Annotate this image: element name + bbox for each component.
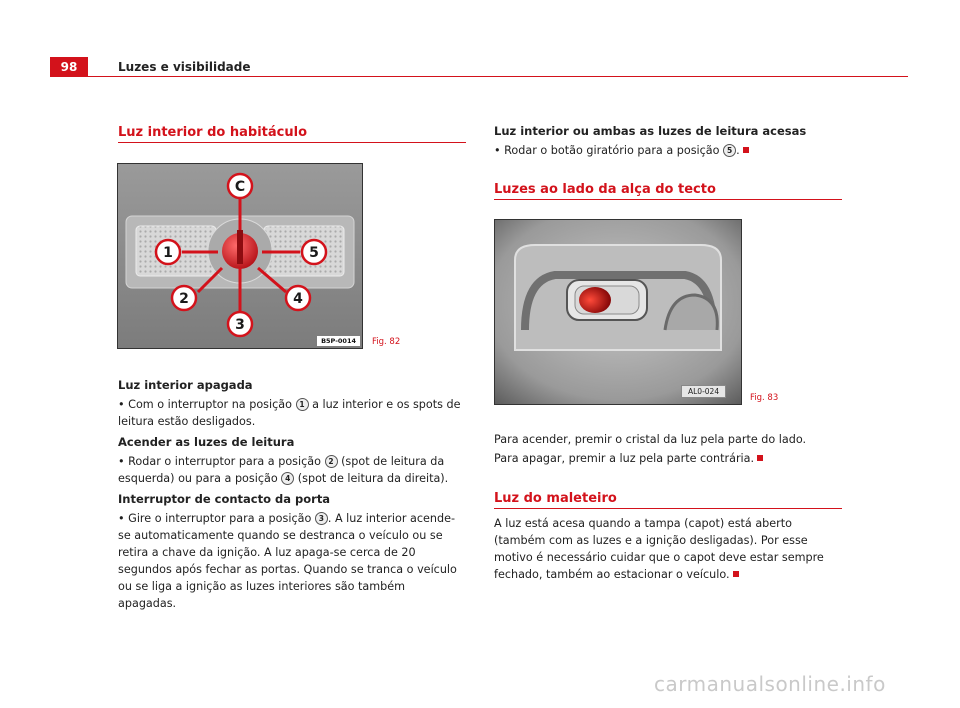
callout-label-1: 1: [163, 245, 173, 261]
running-header: Luzes e visibilidade: [118, 60, 251, 74]
figure-code: AL0-024: [681, 385, 726, 398]
callout-label-4: 4: [293, 291, 303, 307]
block-title: Luz interior ou ambas as luzes de leitura acesas: [494, 124, 807, 138]
figure-83-grab-handle-light: [494, 219, 742, 405]
block-body: • Com o interruptor na posição 1 a luz interior e os spots de leitura estão desligados.: [118, 398, 461, 428]
block-title: Luz interior apagada: [118, 378, 253, 392]
section-rule: [494, 508, 842, 509]
header-rule: [88, 76, 908, 77]
position-marker: 3: [315, 512, 328, 525]
figure-82-label: Fig. 82: [372, 337, 401, 347]
callout-label-c: C: [234, 179, 246, 195]
block-body: • Rodar o botão giratório para a posição 5 .: [494, 142, 842, 159]
para-boot-light: A luz está acesa quando a tampa (capot) está aberto (também com as luzes e a ignição desligadas). Por esse motivo é necessário cuidar que o capot deve estar sempre fechado, também ao estacionar o veículo.: [494, 517, 824, 581]
section-rule: [118, 142, 466, 143]
block-title: Interruptor de contacto da porta: [118, 492, 331, 506]
para-switch-off: Para apagar, premir a luz pela parte contrária.: [494, 450, 844, 467]
para-switch-on: Para acender, premir o cristal da luz pela parte do lado.: [494, 433, 807, 446]
position-marker: 2: [325, 455, 338, 468]
figure-82-interior-light-switch: [117, 163, 363, 349]
figure-code: B5P-0014: [317, 336, 360, 346]
position-marker: 4: [281, 472, 294, 485]
end-mark-icon: [757, 455, 763, 461]
figure-83-drawing: [495, 220, 741, 404]
callout-label-2: 2: [179, 291, 189, 307]
figure-82-drawing: [118, 164, 362, 348]
figure-83-label: Fig. 83: [750, 393, 779, 403]
section-title-boot-light: Luz do maleteiro: [494, 491, 617, 506]
position-marker: 5: [723, 144, 736, 157]
block-title: Acender as luzes de leitura: [118, 435, 295, 449]
end-mark-icon: [733, 571, 739, 577]
block-body: • Rodar o interruptor para a posição 2 (spot de leitura da esquerda) ou para a posição 4 (spot de leitura da direita).: [118, 455, 449, 485]
section-rule: [494, 199, 842, 200]
callout-label-3: 3: [235, 317, 245, 333]
block-body: • Gire o interruptor para a posição 3 . A luz interior acende-se automaticamente quando se destranca o veículo ou se retira a chave da ignição. A luz apaga-se cerca de 20 segundos após fechar as portas. Quando se tranca o veículo ou se liga a ignição as luzes interiores são também apagadas.: [118, 512, 457, 610]
position-marker: 1: [296, 398, 309, 411]
watermark: carmanualsonline.info: [654, 672, 886, 696]
callout-label-5: 5: [309, 245, 319, 261]
page-number: 98: [50, 57, 88, 77]
left-text-blocks: [118, 378, 466, 612]
end-mark-icon: [743, 147, 749, 153]
section-title-grab-handle-lights: Luzes ao lado da alça do tecto: [494, 182, 716, 197]
right-top-block: [494, 124, 842, 159]
section-title-interior-light: Luz interior do habitáculo: [118, 125, 307, 140]
